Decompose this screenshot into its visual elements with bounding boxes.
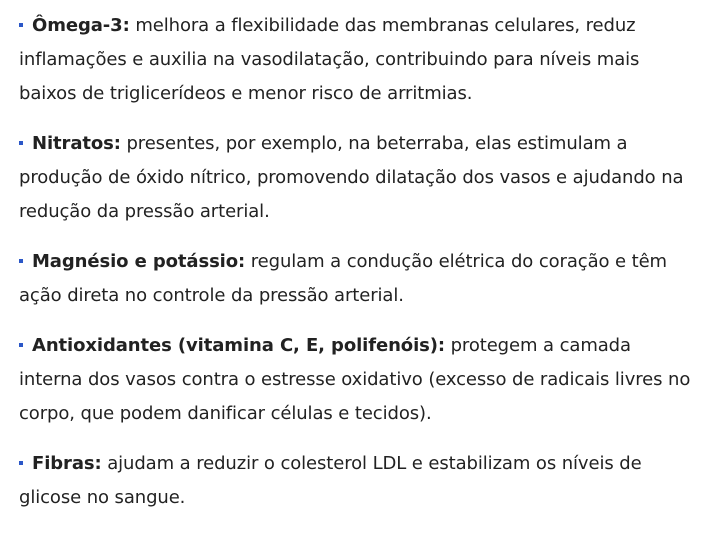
item-description: ajudam a reduzir o colesterol LDL e estabilizam os níveis de glicose no sangue. [19, 453, 642, 508]
item-term: Ômega-3: [32, 15, 130, 36]
list-item-omega-3 [19, 9, 699, 111]
bullet-icon [19, 259, 23, 263]
item-description: regulam a condução elétrica do coração e têm ação direta no controle da pressão arterial. [19, 251, 667, 306]
bullet-icon [19, 141, 23, 145]
item-description: melhora a flexibilidade das membranas celulares, reduz inflamações e auxilia na vasodilatação, contribuindo para níveis mais baixos de triglicerídeos e menor risco de arritmias. [19, 15, 640, 104]
item-term: Antioxidantes (vitamina C, E, polifenóis): [32, 335, 445, 356]
list-item-magnesio-potassio [19, 245, 699, 313]
bullet-icon [19, 23, 23, 27]
list-item-fibras [19, 447, 699, 515]
item-description: protegem a camada interna dos vasos contra o estresse oxidativo (excesso de radicais livres no corpo, que podem danificar células e tecidos). [19, 335, 691, 424]
bullet-icon [19, 461, 23, 465]
item-term: Magnésio e potássio: [32, 251, 246, 272]
list-item-antioxidantes [19, 329, 699, 431]
item-term: Nitratos: [32, 133, 121, 154]
list-item-nitratos [19, 127, 699, 229]
item-description: presentes, por exemplo, na beterraba, elas estimulam a produção de óxido nítrico, promovendo dilatação dos vasos e ajudando na redução da pressão arterial. [19, 133, 684, 222]
bullet-icon [19, 343, 23, 347]
item-term: Fibras: [32, 453, 102, 474]
